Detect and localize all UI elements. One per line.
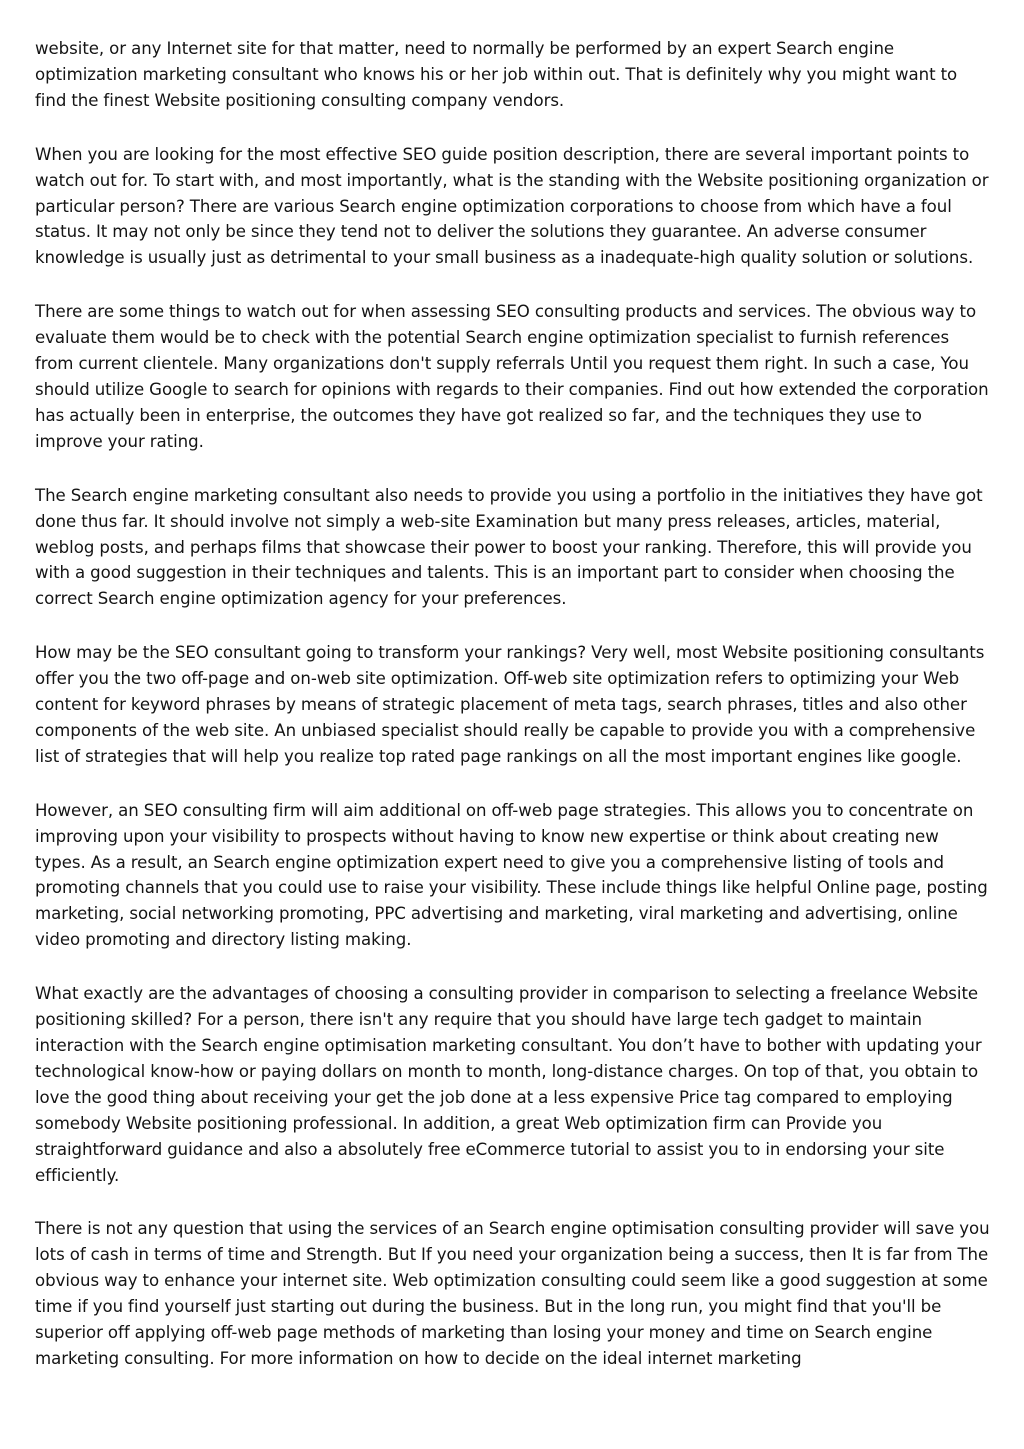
paragraph-7: What exactly are the advantages of choosing a consulting provider in comparison to selecting a freelance Website positioning skilled? For a person, there isn't any require that you should have large tech gadget to maintain interaction with the Search engine optimisation marketing consultant. You don’t have to bother with updating your technological know-how or paying dollars on month to month, long-distance charges. On top of that, you obtain to love the good thing about receiving your get the job done at a less expensive Price tag compared to employing somebody Website positioning professional. In addition, a great Web optimization firm can Provide you straightforward guidance and also a absolutely free eCommerce tutorial to assist you to in endorsing your site efficiently. [35,984,982,1185]
paragraph-3: There are some things to watch out for when assessing SEO consulting products and services. The obvious way to evaluate them would be to check with the potential Search engine optimization specialist to furnish references from current clientele. Many organizations don't supply referrals Until you request them right. In such a case, You should utilize Google to search for opinions with regards to their companies. Find out how extended the corporation has actually been in enterprise, the outcomes they have got realized so far, and the techniques they use to improve your rating. [35,302,989,451]
paragraph-2: When you are looking for the most effective SEO guide position description, there are several important points to watch out for. To start with, and most importantly, what is the standing with the Website positioning organization or particular person? There are various Search engine optimization corporations to choose from which have a foul status. It may not only be since they tend not to deliver the solutions they guarantee. An adverse consumer knowledge is usually just as detrimental to your small business as a inadequate-high quality solution or solutions. [35,144,989,268]
paragraph-6: However, an SEO consulting firm will aim additional on off-web page strategies. This allows you to concentrate on improving upon your visibility to prospects without having to know new expertise or think about creating new types. As a result, an Search engine optimization expert need to give you a comprehensive listing of tools and promoting channels that you could use to raise your visibility. These include things like helpful Online page, posting marketing, social networking promoting, PPC advertising and marketing, viral marketing and advertising, online video promoting and directory listing making. [35,800,988,950]
paragraph-1: website, or any Internet site for that matter, need to normally be performed by an expert Search engine optimization marketing consultant who knows his or her job within out. That is definitely why you might want to find the finest Website positioning consulting company vendors. [35,39,958,110]
paragraph-8: There is not any question that using the services of an Search engine optimisation consulting provider will save you lots of cash in terms of time and Strength. But If you need your organization being a success, then It is far from The obvious way to enhance your internet site. Web optimization consulting could seem like a good suggestion at some time if you find yourself just starting out during the business. But in the long run, you might find that you'll be superior off applying off-web page methods of marketing than losing your money and time on Search engine marketing consulting. For more information on how to decide on the ideal internet marketing [35,1219,990,1368]
paragraph-4: The Search engine marketing consultant also needs to provide you using a portfolio in the initiatives they have got done thus far. It should involve not simply a web-site Examination but many press releases, articles, material, weblog posts, and perhaps films that showcase their power to boost your ranking. Therefore, this will provide you with a good suggestion in their techniques and talents. This is an important part to consider when choosing the correct Search engine optimization agency for your preferences. [35,485,983,609]
paragraph-5: How may be the SEO consultant going to transform your rankings? Very well, most Website positioning consultants offer you the two off-page and on-web site optimization. Off-web site optimization refers to optimizing your Web content for keyword phrases by means of strategic placement of meta tags, search phrases, titles and also other components of the web site. An unbiased specialist should really be capable to provide you with a comprehensive list of strategies that will help you realize top rated page rankings on all the most important engines like google. [35,643,985,766]
